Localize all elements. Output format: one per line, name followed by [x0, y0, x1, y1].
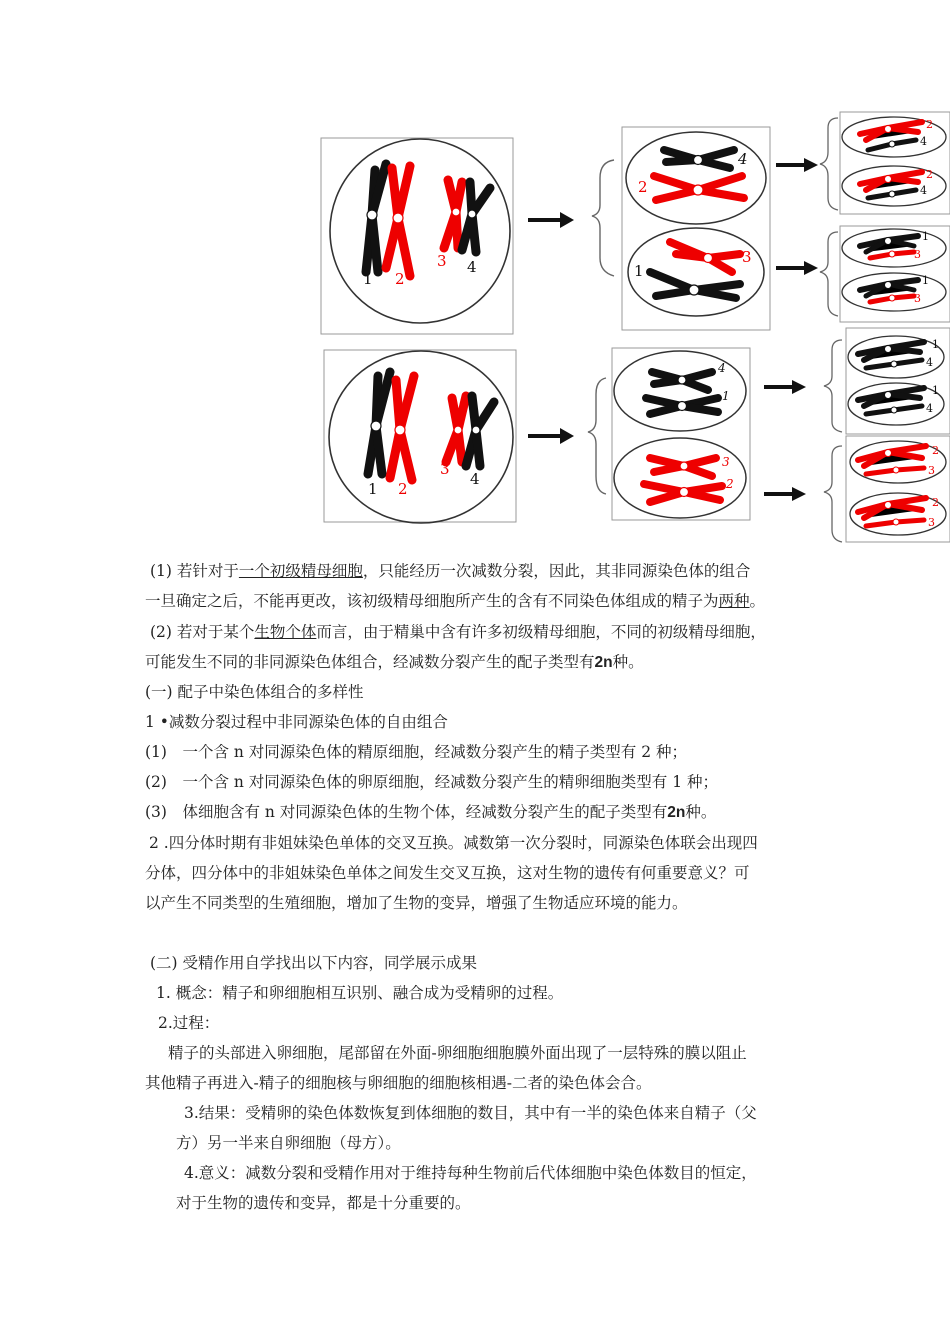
meiosis-diagram [0, 0, 950, 560]
para-1-line-2 [145, 591, 765, 611]
para-1-line-1 [150, 561, 750, 581]
para-3-line-2: 分体，四分体中的非姐妹染色单体之间发生交叉互换，这对生物的遗传有何重要意义？可 [145, 864, 750, 882]
list-item: (2) 一个含 n 对同源染色体的卵原细胞，经减数分裂产生的精卵细胞类型有 1 种； [145, 773, 719, 791]
bottom-gamete-4 [850, 493, 946, 535]
bottom-gamete-2 [848, 383, 944, 425]
section-heading-1: (一) 配子中染色体组合的多样性 [145, 683, 364, 701]
fertilization-meaning-line-2: 对于生物的遗传和变异，都是十分重要的。 [176, 1194, 471, 1212]
label-1: 1 [922, 274, 929, 287]
top-gamete-4 [842, 273, 946, 311]
bottom-gamete-3 [850, 441, 946, 483]
text-run: ，只能经历一次减数分裂，因此，其非同源染色体的组合 [362, 562, 751, 580]
label-4: 4 [920, 135, 927, 148]
arrow-icon [764, 380, 806, 394]
label-1: 1 [634, 262, 644, 280]
brace-icon [824, 446, 842, 542]
label-4: 4 [718, 361, 726, 375]
top-gamete-1 [842, 117, 946, 157]
label-4: 4 [920, 184, 927, 197]
arrow-icon [764, 487, 806, 501]
label-3: 3 [928, 464, 935, 477]
underlined-term: 两种 [718, 592, 750, 610]
top-parent-cell [330, 139, 510, 323]
text-run: 种。 [685, 803, 717, 821]
text-run: (1) 若针对于 [150, 562, 239, 580]
underlined-term: 生物个体 [254, 623, 317, 641]
label-4: 4 [738, 150, 748, 168]
label-1: 1 [363, 270, 373, 288]
label-2: 2 [395, 270, 405, 288]
brace-icon [820, 118, 838, 210]
bottom-mid-cell-2 [614, 438, 746, 518]
subheading-1: 1 •减数分裂过程中非同源染色体的自由组合 [145, 713, 448, 731]
fertilization-meaning-line-1: 4.意义：减数分裂和受精作用对于维持每种生物前后代体细胞中染色体数目的恒定， [184, 1164, 757, 1182]
bottom-parent-cell [329, 351, 513, 523]
text-run: (3) 体细胞含有 n 对同源染色体的生物个体，经减数分裂产生的配子类型有 [145, 803, 668, 821]
label-2: 2 [398, 480, 408, 498]
label-3: 3 [722, 455, 730, 469]
label-3: 3 [914, 292, 921, 305]
label-2: 2 [726, 477, 734, 491]
para-3-line-3: 以产生不同类型的生殖细胞，增加了生物的变异，增强了生物适应环境的能力。 [145, 894, 688, 912]
fertilization-concept: 1. 概念：精子和卵细胞相互识别、融合成为受精卵的过程。 [156, 984, 564, 1002]
brace-icon [592, 160, 614, 276]
text-run: 种。 [612, 653, 644, 671]
list-item [145, 802, 716, 823]
label-2: 2 [926, 118, 933, 131]
text-run: (2) 若对于某个 [150, 623, 255, 641]
underlined-term: 一个初级精母细胞 [238, 562, 363, 580]
fertilization-result-line-1: 3.结果：受精卵的染色体数恢复到体细胞的数目，其中有一半的染色体来自精子（父 [184, 1104, 757, 1122]
label-4: 4 [926, 356, 933, 369]
label-2: 2 [932, 444, 939, 457]
para-2-line-2 [145, 652, 644, 673]
top-gamete-2 [842, 166, 946, 206]
section-heading-2: (二) 受精作用自学找出以下内容，同学展示成果 [150, 954, 478, 972]
label-3: 3 [914, 248, 921, 261]
bottom-mid-cell-1 [614, 351, 746, 431]
label-4: 4 [467, 258, 477, 276]
label-2: 2 [932, 496, 939, 509]
label-1: 1 [932, 338, 939, 351]
text-run: 一旦确定之后，不能再更改，该初级精母细胞所产生的含有不同染色体组成的精子为 [145, 592, 719, 610]
top-gamete-3 [842, 229, 946, 267]
list-item: (1) 一个含 n 对同源染色体的精原细胞，经减数分裂产生的精子类型有 2 种； [145, 743, 688, 761]
para-2-line-1 [150, 622, 766, 642]
text-run: 可能发生不同的非同源染色体组合，经减数分裂产生的配子类型有 [145, 653, 595, 671]
label-3: 3 [440, 460, 450, 478]
label-2: 2 [638, 178, 648, 196]
para-3-line-1: 2 .四分体时期有非姐妹染色单体的交叉互换。减数第一次分裂时，同源染色体联会出现四 [149, 834, 758, 852]
fertilization-process-line-2: 其他精子再进入-精子的细胞核与卵细胞的细胞核相遇-二者的染色体会合。 [145, 1074, 652, 1092]
arrow-icon [776, 158, 818, 172]
bold-term: 2n [667, 804, 686, 821]
brace-icon [820, 232, 838, 316]
bottom-gamete-1 [848, 336, 944, 378]
fertilization-process-line-1: 精子的头部进入卵细胞，尾部留在外面-卵细胞细胞膜外面出现了一层特殊的膜以阻止 [168, 1044, 747, 1062]
label-3: 3 [742, 248, 752, 266]
arrow-icon [528, 212, 574, 228]
label-2: 2 [926, 168, 933, 181]
label-3: 3 [437, 252, 447, 270]
top-mid-cell-1 [626, 132, 766, 224]
label-4: 4 [926, 402, 933, 415]
label-1: 1 [932, 384, 939, 397]
label-4: 4 [470, 470, 480, 488]
top-mid-cell-2 [628, 228, 764, 316]
label-1: 1 [922, 230, 929, 243]
brace-icon [824, 340, 842, 432]
brace-icon [588, 378, 606, 494]
bold-term: 2n [594, 654, 613, 671]
arrow-icon [528, 428, 574, 444]
fertilization-result-line-2: 方）另一半来自卵细胞（母方）。 [176, 1134, 401, 1152]
label-1: 1 [368, 480, 378, 498]
fertilization-process-heading: 2.过程： [158, 1014, 220, 1032]
text-run: 。 [749, 592, 766, 610]
arrow-icon [776, 261, 818, 275]
text-run: 而言，由于精巢中含有许多初级精母细胞，不同的初级精母细胞， [316, 623, 766, 641]
label-3: 3 [928, 516, 935, 529]
label-1: 1 [722, 389, 730, 403]
